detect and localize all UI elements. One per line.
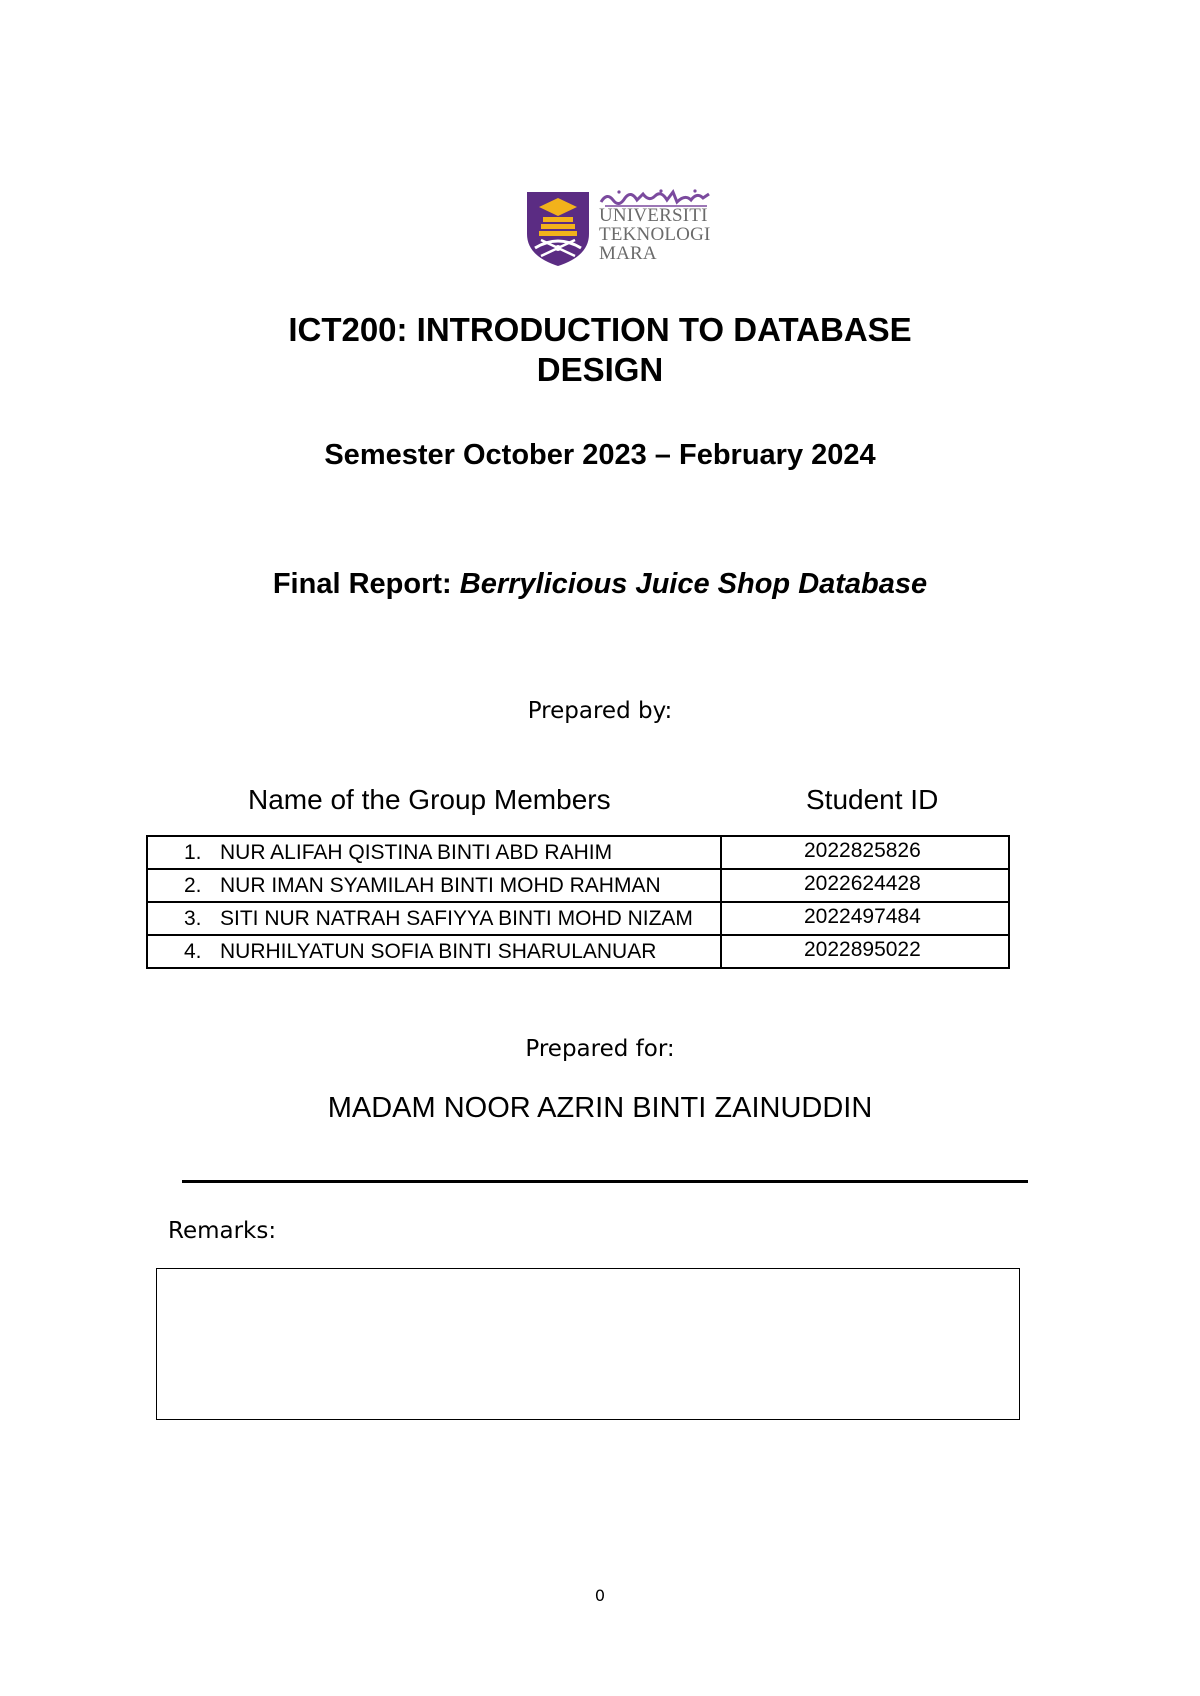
member-name-cell bbox=[147, 869, 721, 902]
student-id: 2022825826 bbox=[721, 836, 1009, 869]
member-name-cell bbox=[147, 836, 721, 869]
logo-line-1: UNIVERSITI bbox=[599, 205, 708, 226]
uitm-crest-icon bbox=[525, 190, 591, 268]
university-name bbox=[599, 206, 711, 263]
members-id-header: Student ID bbox=[806, 784, 939, 815]
report-prefix: Final Report: bbox=[272, 568, 452, 600]
members-name-header: Name of the Group Members bbox=[248, 784, 611, 815]
member-name: SITI NUR NATRAH SAFIYYA BINTI MOHD NIZAM bbox=[220, 906, 693, 930]
student-id: 2022624428 bbox=[721, 869, 1009, 902]
table-row bbox=[147, 836, 1009, 869]
table-row bbox=[147, 935, 1009, 968]
course-title bbox=[0, 310, 1200, 390]
table-row bbox=[147, 902, 1009, 935]
member-name: NUR ALIFAH QISTINA BINTI ABD RAHIM bbox=[220, 840, 613, 864]
member-name: NUR IMAN SYAMILAH BINTI MOHD RAHMAN bbox=[220, 873, 661, 897]
prepared-for-label: Prepared for: bbox=[525, 1036, 675, 1062]
report-title bbox=[0, 566, 1200, 602]
lecturer-name: MADAM NOOR AZRIN BINTI ZAINUDDIN bbox=[327, 1092, 873, 1124]
remarks-box bbox=[156, 1268, 1020, 1420]
logo-line-2: TEKNOLOGI bbox=[599, 224, 711, 245]
row-number: 2. bbox=[184, 873, 202, 897]
course-title-text: ICT200: INTRODUCTION TO DATABASE DESIGN bbox=[288, 311, 912, 388]
prepared-by-label: Prepared by: bbox=[527, 698, 673, 724]
table-row bbox=[147, 869, 1009, 902]
university-logo bbox=[525, 188, 715, 270]
row-number: 1. bbox=[184, 840, 202, 864]
member-name: NURHILYATUN SOFIA BINTI SHARULANUAR bbox=[220, 939, 657, 963]
members-table bbox=[146, 835, 1010, 969]
logo-line-3: MARA bbox=[599, 243, 657, 264]
member-name-cell bbox=[147, 935, 721, 968]
semester-title: Semester October 2023 – February 2024 bbox=[324, 439, 876, 471]
horizontal-divider bbox=[182, 1180, 1028, 1183]
member-name-cell bbox=[147, 902, 721, 935]
row-number: 3. bbox=[184, 906, 202, 930]
page-number: 0 bbox=[594, 1586, 606, 1605]
row-number: 4. bbox=[184, 939, 202, 963]
remarks-label: Remarks: bbox=[168, 1218, 277, 1244]
project-name: Berrylicious Juice Shop Database bbox=[459, 568, 928, 600]
student-id: 2022497484 bbox=[721, 902, 1009, 935]
student-id: 2022895022 bbox=[721, 935, 1009, 968]
